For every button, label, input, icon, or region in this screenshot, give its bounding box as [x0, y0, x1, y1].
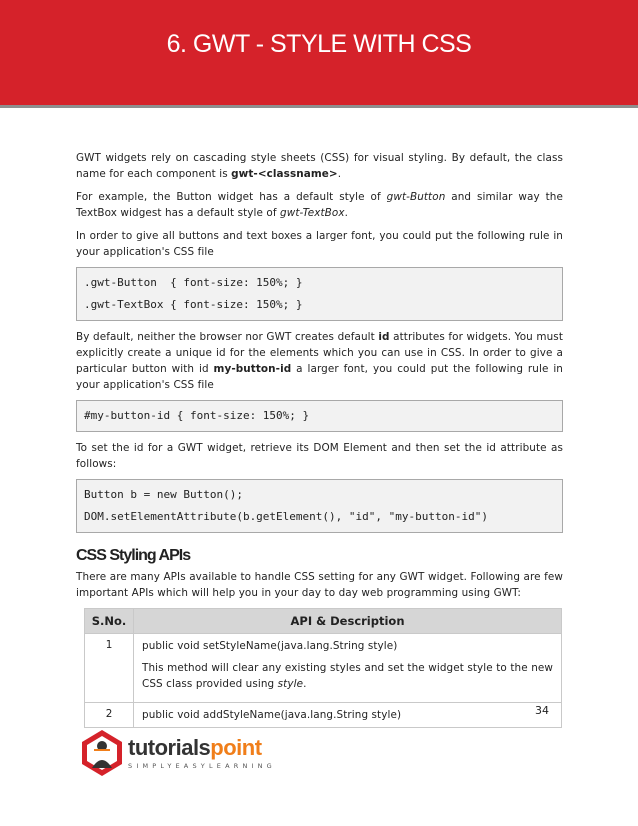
section-heading: CSS Styling APIs [76, 547, 191, 564]
chapter-banner [0, 0, 638, 108]
chapter-title: 6. GWT - STYLE WITH CSS [166, 30, 472, 58]
page-number: 34 [535, 704, 549, 717]
code-line: #my-button-id { font-size: 150%; } [84, 409, 310, 422]
code-block-3 [76, 479, 563, 533]
page-content [76, 150, 563, 728]
code-line: DOM.setElementAttribute(b.getElement(), "id", "my-button-id") [84, 510, 488, 523]
logo-word-point: point [210, 734, 262, 760]
intro-paragraph-1: GWT widgets rely on cascading style sheets (CSS) for visual styling. By default, the class name for each component is gwt-<classname>. [76, 152, 563, 180]
logo-text [128, 734, 276, 770]
logo-tagline: SIMPLYEASYLEARNING [128, 761, 276, 770]
row-description [134, 703, 562, 728]
code-block-2 [76, 400, 563, 432]
section-intro: There are many APIs available to handle CSS setting for any GWT widget. Following are few important APIs which will help you in your day to day web programming using GWT: [76, 571, 563, 599]
api-signature: public void setStyleName(java.lang.String style) [142, 640, 398, 652]
column-header-sno: S.No. [85, 609, 134, 634]
code-block-1 [76, 267, 563, 321]
api-signature: public void addStyleName(java.lang.String style) [142, 709, 402, 721]
api-table [84, 608, 562, 728]
paragraph-5: To set the id for a GWT widget, retrieve its DOM Element and then set the id attribute as follows: [76, 442, 563, 470]
table-row [85, 634, 562, 703]
code-line: .gwt-Button { font-size: 150%; } [84, 276, 303, 289]
code-line: Button b = new Button(); [84, 488, 243, 501]
table-row [85, 703, 562, 728]
paragraph-4: By default, neither the browser nor GWT creates default id attributes for widgets. You must explicitly create a unique id for the elements which you can use in CSS. In order to give a particular button with id my-button-id a larger font, you could put the following rule in your application's CSS file [76, 331, 563, 391]
column-header-api: API & Description [134, 609, 562, 634]
logo-word-tutorials: tutorials [128, 734, 211, 760]
intro-paragraph-3: In order to give all buttons and text boxes a larger font, you could put the following rule in your application's CSS file [76, 230, 563, 258]
classname-pattern: gwt-<classname> [231, 168, 338, 180]
tutorialspoint-logo [80, 728, 276, 778]
logo-emblem-icon [80, 728, 124, 778]
code-line: .gwt-TextBox { font-size: 150%; } [84, 298, 303, 311]
row-number: 1 [85, 634, 134, 703]
intro-paragraph-2: For example, the Button widget has a default style of gwt-Button and similar way the TextBox widgest has a default style of gwt-TextBox. [76, 191, 563, 219]
row-description [134, 634, 562, 703]
table-header-row [85, 609, 562, 634]
row-number: 2 [85, 703, 134, 728]
api-description: This method will clear any existing styles and set the widget style to the new CSS class provided using style. [142, 662, 553, 690]
